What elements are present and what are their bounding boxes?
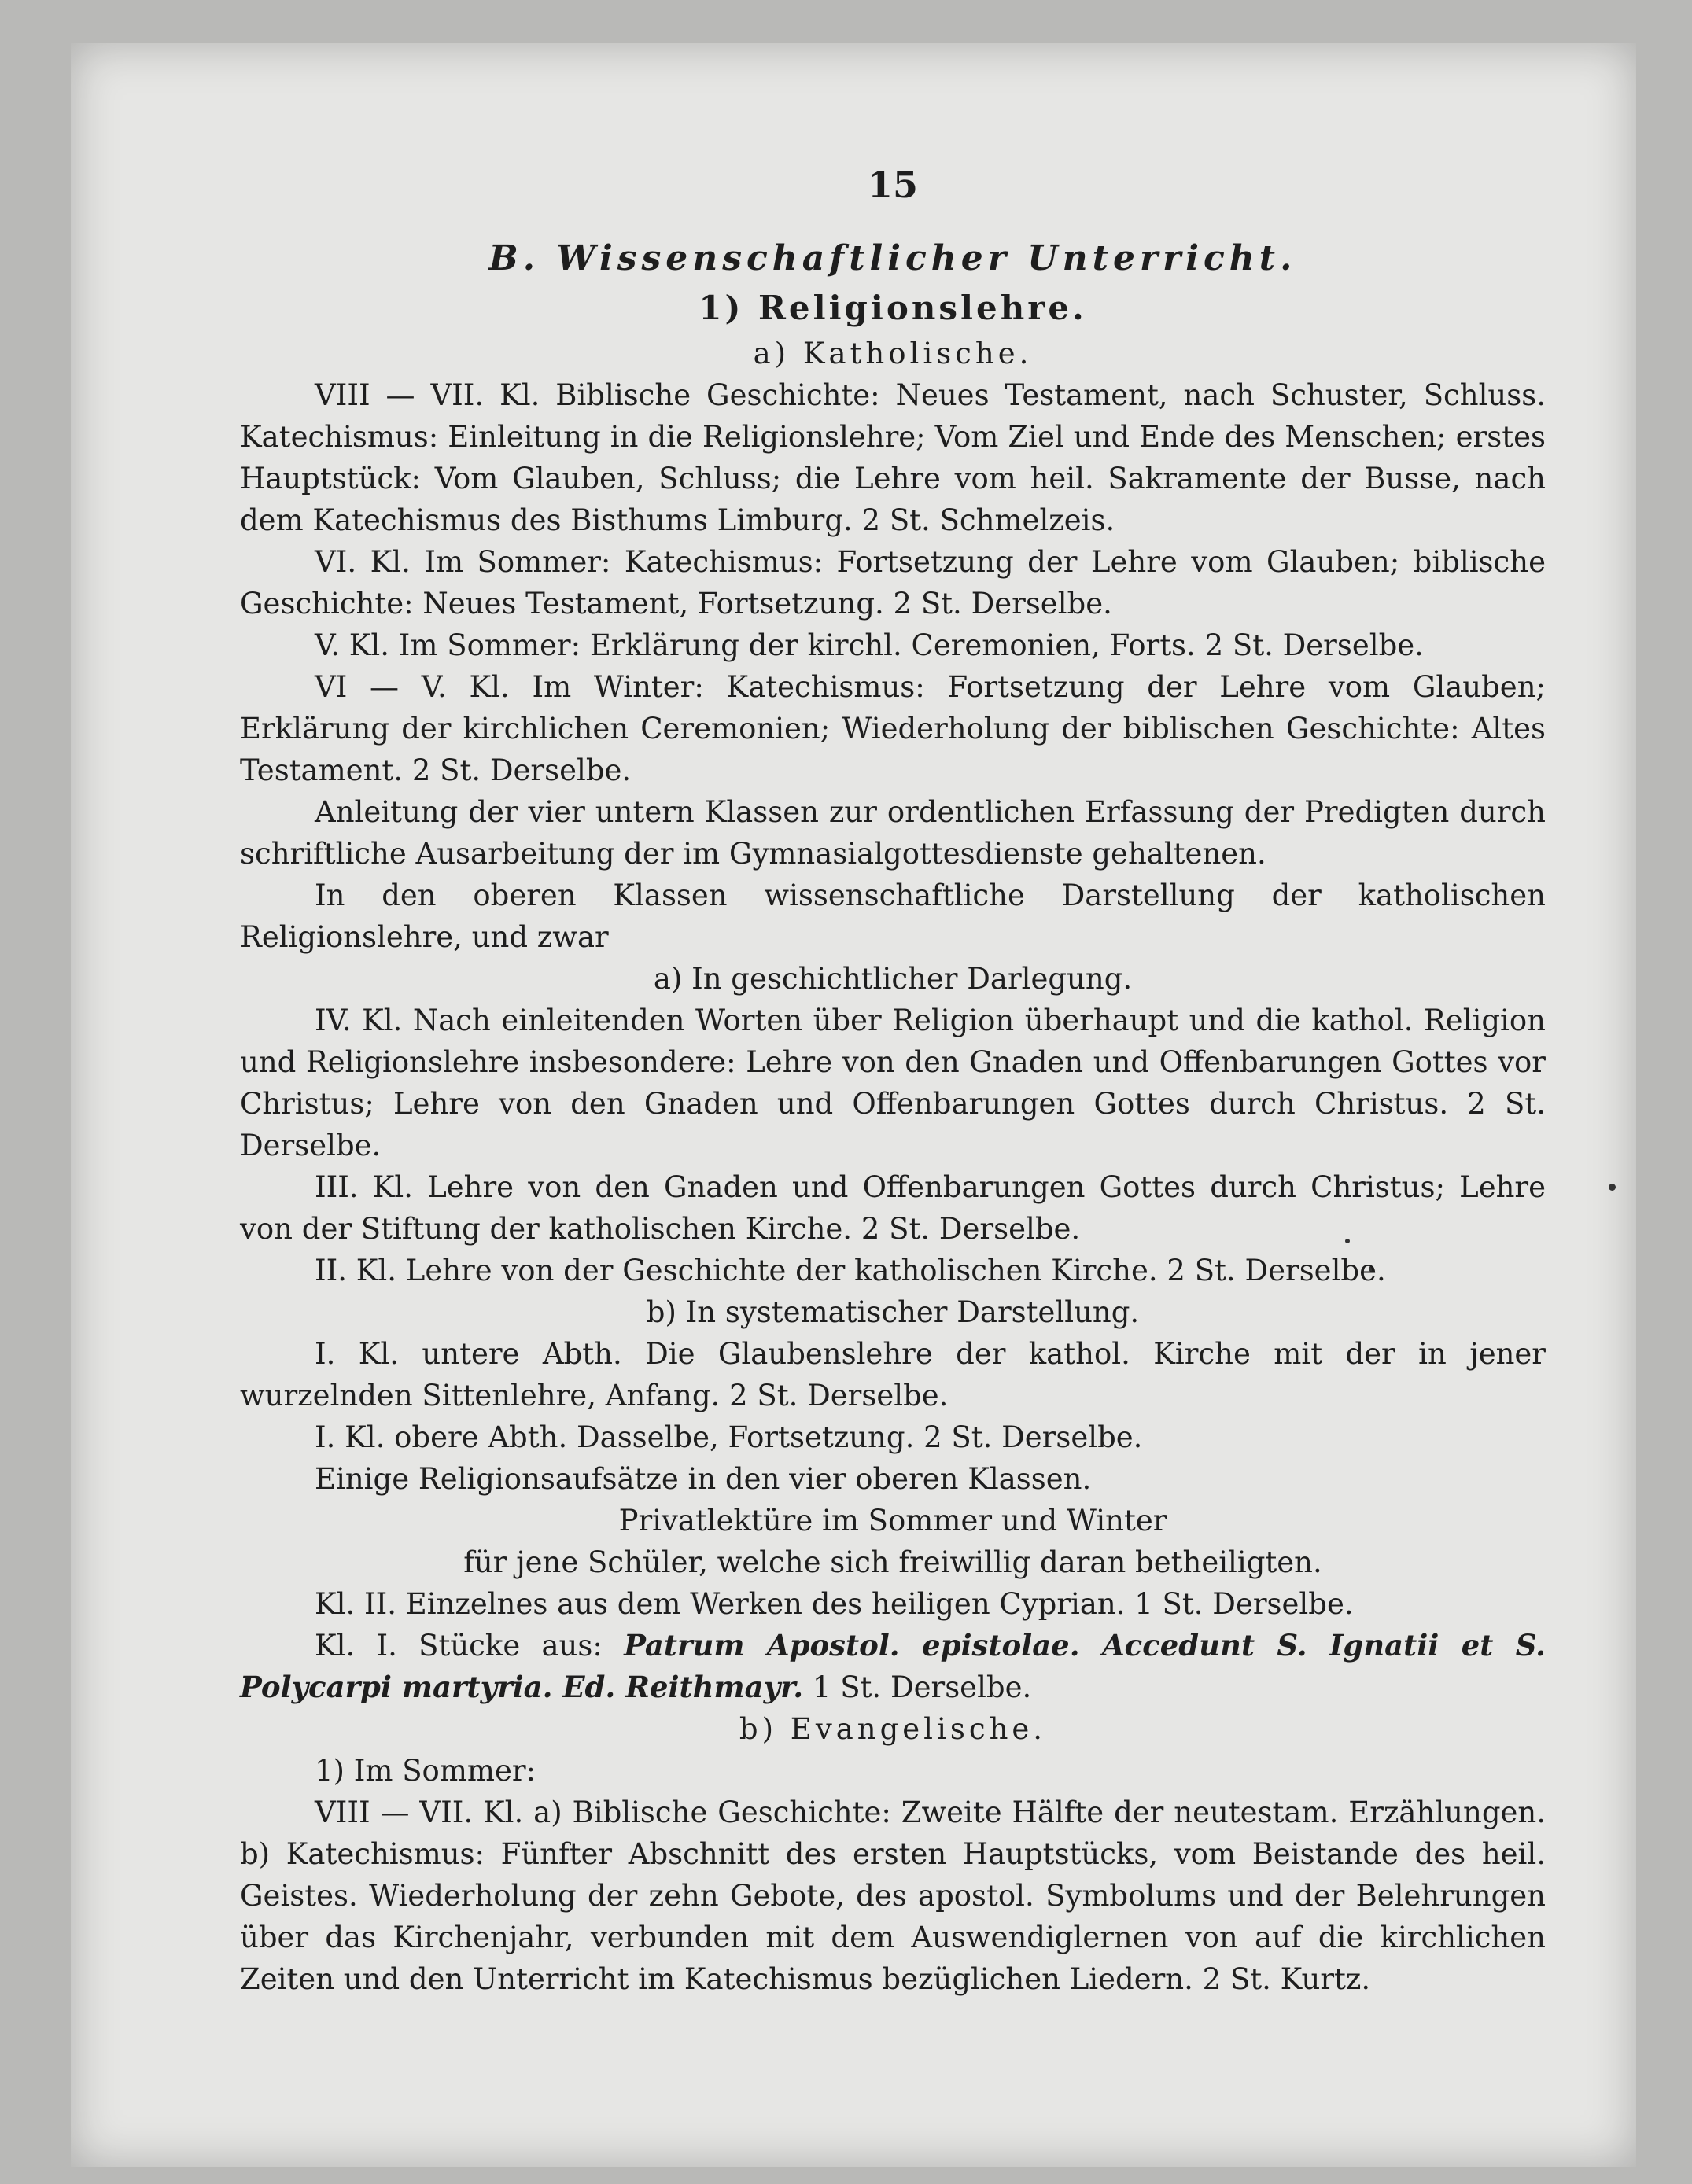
section-title: B. Wissenschaftlicher Unterricht. <box>488 238 1297 278</box>
paragraph: I. Kl. untere Abth. Die Glaubenslehre der kathol. Kirche mit der in jener wurzelnden Sittenlehre, Anfang. 2 St. Derselbe. <box>240 1337 1546 1412</box>
paragraph: Einige Religionsaufsätze in den vier oberen Klassen. <box>315 1462 1092 1496</box>
paragraph: I. Kl. obere Abth. Dasselbe, Fortsetzung. 2 St. Derselbe. <box>315 1420 1143 1454</box>
heading-systematisch: b) In systematischer Darstellung. <box>646 1295 1140 1329</box>
heading-katholisch: a) Katholische. <box>753 337 1033 370</box>
paragraph: VIII — VII. Kl. a) Biblische Geschichte: Zweite Hälfte der neutestam. Erzählungen. b) Katechismus: Fünfter Abschnitt des ersten Hauptstücks, vom Beistande des heil. Geistes. Wiederholung der zehn Gebote, des apostol. Symbolums und der Belehrungen über das Kirchenjahr, verbunden mit dem Auswendiglernen von auf die kirchlichen Zeiten und den Unterricht im Katechismus bezüglichen Liedern. 2 St. Kurtz. <box>240 1795 1546 1996</box>
page-text <box>240 161 1546 2000</box>
heading-privatlektuere-sub: für jene Schüler, welche sich freiwillig daran betheiligten. <box>463 1545 1322 1579</box>
paragraph <box>240 1625 1546 1708</box>
paragraph: VI. Kl. Im Sommer: Katechismus: Fortsetzung der Lehre vom Glauben; biblische Geschichte: Neues Testament, Fortsetzung. 2 St. Derselbe. <box>240 545 1546 621</box>
paragraph: V. Kl. Im Sommer: Erklärung der kirchl. Ceremonien, Forts. 2 St. Derselbe. <box>315 628 1424 662</box>
book-title: Patrum Apostol. epistolae. Accedunt S. Ignatii et S. Polycarpi martyria. Ed. Reithmayr. <box>240 1628 1546 1704</box>
subsection-title: 1) Religionslehre. <box>699 289 1087 327</box>
page-number: 15 <box>867 164 918 206</box>
speck-mark <box>1609 1184 1616 1191</box>
paragraph: II. Kl. Lehre von der Geschichte der katholischen Kirche. 2 St. Derselbe. <box>315 1254 1386 1287</box>
paragraph-text: Kl. I. Stücke aus: <box>315 1629 625 1663</box>
paragraph: III. Kl. Lehre von den Gnaden und Offenbarungen Gottes durch Christus; Lehre von der Stiftung der katholischen Kirche. 2 St. Derselbe. <box>240 1170 1546 1246</box>
paragraph-text: 1 St. Derselbe. <box>803 1670 1032 1704</box>
paragraph: VIII — VII. Kl. Biblische Geschichte: Neues Testament, nach Schuster, Schluss. Katechismus: Einleitung in die Religionslehre; Vom Ziel und Ende des Menschen; erstes Hauptstück: Vom Glauben, Schluss; die Lehre vom heil. Sakramente der Busse, nach dem Katechismus des Bisthums Limburg. 2 St. Schmelzeis. <box>240 378 1546 537</box>
paragraph: VI — V. Kl. Im Winter: Katechismus: Fortsetzung der Lehre vom Glauben; Erklärung der kirchlichen Ceremonien; Wiederholung der biblischen Geschichte: Altes Testament. 2 St. Derselbe. <box>240 670 1546 787</box>
paragraph: In den oberen Klassen wissenschaftliche Darstellung der katholischen Religionslehre, und zwar <box>240 878 1546 954</box>
page-scan <box>71 43 1636 2167</box>
paragraph: IV. Kl. Nach einleitenden Worten über Religion überhaupt und die kathol. Religion und Religionslehre insbesondere: Lehre von den Gnaden und Offenbarungen Gottes vor Christus; Lehre von den Gnaden und Offenbarungen Gottes durch Christus. 2 St. Derselbe. <box>240 1004 1546 1162</box>
paragraph: Kl. II. Einzelnes aus dem Werken des heiligen Cyprian. 1 St. Derselbe. <box>315 1587 1354 1621</box>
paragraph: Anleitung der vier untern Klassen zur ordentlichen Erfassung der Predigten durch schriftliche Ausarbeitung der im Gymnasialgottesdienste gehaltenen. <box>240 795 1546 871</box>
heading-geschichtlich: a) In geschichtlicher Darlegung. <box>653 962 1133 996</box>
heading-privatlektuere: Privatlektüre im Sommer und Winter <box>618 1504 1167 1538</box>
paragraph: 1) Im Sommer: <box>315 1754 536 1788</box>
heading-evangelisch: b) Evangelische. <box>739 1712 1047 1746</box>
